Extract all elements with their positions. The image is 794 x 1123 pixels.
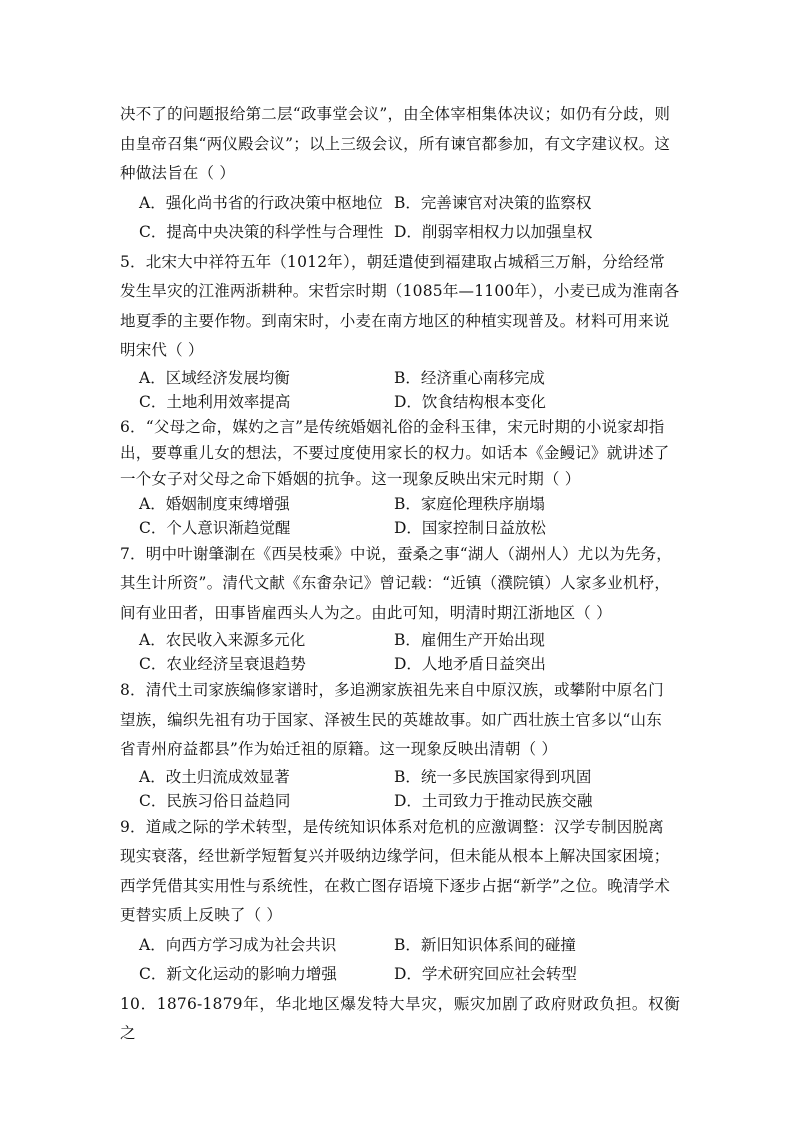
option-d[interactable]: D．饮食结构根本变化 — [394, 392, 546, 411]
question-6-options — [120, 492, 680, 540]
option-a[interactable]: A．农民收入来源多元化 — [139, 631, 306, 649]
option-d[interactable]: D．土司致力于推动民族交融 — [394, 791, 593, 810]
option-a[interactable]: A．强化尚书省的行政决策中枢地位 — [139, 193, 383, 212]
stem-line: 省青州府益都县”作为始迁祖的原籍。这一现象反映出清朝（ ） — [120, 740, 558, 758]
stem-line: 10．1876-1879年，华北地区爆发特大旱灾，赈灾加剧了政府财政负担。权衡之 — [120, 994, 680, 1042]
question-5-stem — [120, 248, 680, 366]
stem-line: 7．明中叶谢肇淛在《西吴枝乘》中说，蚕桑之事“湖人（湖州人）尤以为先务， — [120, 544, 672, 563]
option-c[interactable]: C．民族习俗日益趋同 — [139, 791, 291, 810]
question-10 — [120, 990, 680, 1049]
stem-line: 间有业田者，田事皆雇西头人为之。由此可知，明清时期江浙地区（ ） — [120, 603, 612, 622]
question-9-options — [120, 931, 680, 990]
option-c[interactable]: C．土地利用效率提高 — [139, 392, 291, 411]
question-7 — [120, 540, 680, 677]
option-c[interactable]: C．提高中央决策的科学性与合理性 — [139, 223, 384, 241]
option-b[interactable]: B．完善谏官对决策的监察权 — [394, 193, 592, 212]
stem-line: 西学凭借其实用性与系统性，在救亡图存语境下逐步占据“新学”之位。晚清学术 — [120, 876, 671, 895]
stem-line: 发生旱灾的江淮两浙耕种。宋哲宗时期（1085年—1100年），小麦已成为淮南各 — [120, 282, 680, 300]
option-a[interactable]: A．区域经济发展均衡 — [139, 368, 290, 387]
stem-line: 望族，编织先祖有功于国家、泽被生民的英雄故事。如广西壮族土官多以“山东 — [120, 710, 662, 729]
stem-line: 更替实质上反映了（ ） — [120, 906, 283, 924]
question-7-options — [120, 628, 680, 676]
stem-line: 种做法旨在（ ） — [120, 164, 236, 182]
stem-line: 地夏季的主要作物。到南宋时，小麦在南方地区的种植实现普及。材料可用来说 — [120, 311, 670, 330]
question-8-options — [120, 765, 680, 813]
stem-line: 决不了的问题报给第二层“政事堂会议”，由全体宰相集体决议；如仍有分歧，则 — [120, 105, 671, 123]
stem-line: 由皇帝召集“两仪殿会议”；以上三级会议，所有谏官都参加，有文字建议权。这 — [120, 134, 671, 153]
question-6 — [120, 414, 680, 540]
question-8-stem — [120, 676, 680, 765]
stem-line: 其生计所资”。清代文献《东畬杂记》曾记载：“近镇（濮院镇）人家多业机杼， — [120, 574, 671, 592]
option-b[interactable]: B．经济重心南移完成 — [394, 368, 545, 387]
question-9 — [120, 813, 680, 990]
question-5-options — [120, 366, 680, 414]
option-b[interactable]: B．新旧知识体系间的碰撞 — [394, 935, 576, 954]
question-7-stem — [120, 540, 680, 629]
option-c[interactable]: C．个人意识渐趋觉醒 — [139, 518, 291, 537]
stem-line: 出，要尊重儿女的想法，不要过度使用家长的权力。如话本《金鳗记》就讲述了 — [120, 443, 670, 462]
option-b[interactable]: B．家庭伦理秩序崩塌 — [394, 494, 545, 513]
question-4-options — [120, 189, 680, 248]
question-4-stem — [120, 100, 680, 189]
stem-line: 8．清代土司家族编修家谱时，多追溯家族祖先来自中原汉族，或攀附中原名门 — [120, 681, 664, 699]
stem-line: 6．“父母之命，媒妁之言”是传统婚姻礼俗的金科玉律，宋元时期的小说家却指 — [120, 417, 665, 436]
question-9-stem — [120, 813, 680, 931]
question-8 — [120, 676, 680, 813]
option-d[interactable]: D．人地矛盾日益突出 — [394, 655, 546, 673]
stem-line: 现实衰落，经世新学短暂复兴并吸纳边缘学问，但未能从根本上解决国家困境； — [120, 847, 670, 865]
option-a[interactable]: A．向西方学习成为社会共识 — [139, 935, 337, 954]
stem-line: 一个女子对父母之命下婚姻的抗争。这一现象反映出宋元时期（ ） — [120, 469, 581, 488]
option-b[interactable]: B．统一多民族国家得到巩固 — [394, 767, 592, 786]
stem-line: 5．北宋大中祥符五年（1012年），朝廷遣使到福建取占城稻三万斛，分给经常 — [120, 252, 665, 271]
question-4 — [120, 100, 680, 248]
option-d[interactable]: D．学术研究回应社会转型 — [394, 965, 577, 983]
option-c[interactable]: C．新文化运动的影响力增强 — [139, 965, 337, 983]
question-list — [120, 100, 680, 1049]
option-c[interactable]: C．农业经济呈衰退趋势 — [139, 655, 306, 673]
option-d[interactable]: D．削弱宰相权力以加强皇权 — [394, 223, 593, 241]
option-b[interactable]: B．雇佣生产开始出现 — [394, 631, 545, 649]
question-6-stem — [120, 414, 680, 492]
question-10-stem — [120, 990, 680, 1049]
stem-line: 9．道咸之际的学术转型，是传统知识体系对危机的应激调整：汉学专制因脱离 — [120, 817, 664, 836]
option-a[interactable]: A．改土归流成效显著 — [139, 767, 290, 786]
stem-line: 明宋代（ ） — [120, 341, 204, 359]
question-5 — [120, 248, 680, 414]
option-a[interactable]: A．婚姻制度束缚增强 — [139, 494, 290, 513]
option-d[interactable]: D．国家控制日益放松 — [394, 518, 546, 537]
